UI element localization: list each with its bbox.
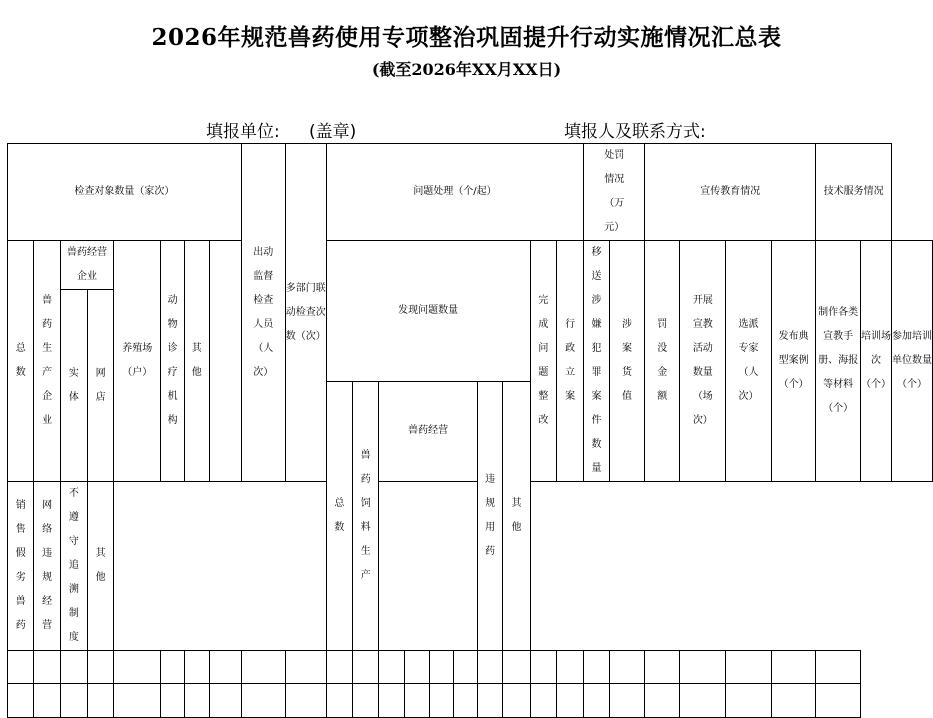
- empty-cell[interactable]: [161, 651, 185, 684]
- seal-label: (盖章): [309, 122, 357, 142]
- empty-cell[interactable]: [379, 684, 404, 718]
- empty-cell[interactable]: [530, 651, 556, 684]
- joint-inspection-header: 多部门联动检查次数（次）: [285, 144, 326, 482]
- empty-cell[interactable]: [771, 684, 815, 718]
- table-row: [8, 684, 933, 718]
- empty-cell[interactable]: [645, 684, 680, 718]
- empty-cell[interactable]: [454, 651, 477, 684]
- empty-cell[interactable]: [209, 684, 241, 718]
- no-traceability-header: 不遵守追溯制度: [60, 482, 87, 651]
- total-header: 总数: [8, 241, 34, 482]
- empty-cell[interactable]: [503, 684, 530, 718]
- empty-cell[interactable]: [184, 651, 209, 684]
- farm-header: 养殖场（户）: [114, 241, 161, 482]
- sell-fake-header: 销售假劣兽药: [8, 482, 34, 651]
- experts-header: 选派专家（人次）: [726, 241, 772, 482]
- empty-cell[interactable]: [726, 651, 772, 684]
- empty-cell[interactable]: [454, 684, 477, 718]
- vet-drug-producer-header: 兽药生产企业: [34, 241, 60, 482]
- tech-group-header: 技术服务情况: [816, 144, 892, 241]
- empty-cell[interactable]: [503, 651, 530, 684]
- trainees-header: 参加培训单位数量（个）: [892, 241, 933, 482]
- problem-other-header: 其他: [503, 381, 530, 651]
- empty-cell[interactable]: [60, 651, 87, 684]
- empty-cell[interactable]: [326, 651, 352, 684]
- empty-cell[interactable]: [114, 651, 161, 684]
- empty-cell[interactable]: [477, 684, 502, 718]
- empty-cell[interactable]: [241, 651, 285, 684]
- fine-amount-header: 罚没金额: [645, 241, 680, 482]
- empty-cell[interactable]: [114, 684, 161, 718]
- dealer-sub-header: 兽药经营: [379, 381, 477, 482]
- empty-cell[interactable]: [353, 651, 379, 684]
- empty-cell[interactable]: [816, 684, 861, 718]
- inspection-group-header: 检查对象数量（家次）: [8, 144, 242, 241]
- empty-cell[interactable]: [34, 684, 60, 718]
- empty-cell[interactable]: [816, 651, 861, 684]
- empty-cell[interactable]: [530, 684, 556, 718]
- inspector-count-header: 出动监督检查人员（人次）: [241, 144, 285, 482]
- online-store-header: 网店: [87, 290, 113, 482]
- online-illegal-header: 网络违规经营: [34, 482, 60, 651]
- empty-cell[interactable]: [557, 651, 584, 684]
- empty-cell[interactable]: [609, 684, 644, 718]
- empty-cell[interactable]: [680, 651, 726, 684]
- publicity-group-header: 宣传教育情况: [645, 144, 816, 241]
- reporter-label: 填报人及联系方式:: [564, 122, 706, 142]
- empty-cell[interactable]: [285, 651, 326, 684]
- illegal-use-header: 违规用药: [477, 381, 502, 651]
- feed-production-header: 兽药饲料生产: [353, 381, 379, 651]
- empty-cell[interactable]: [404, 651, 429, 684]
- training-header: 培训场次（个）: [861, 241, 892, 482]
- rectified-header: 完成问题整改: [530, 241, 556, 482]
- animal-clinic-header: 动物诊疗机构: [161, 241, 185, 482]
- summary-table: [7, 143, 933, 718]
- physical-store-header: 实体: [60, 290, 87, 482]
- page-title: 2026年规范兽药使用专项整治巩固提升行动实施情况汇总表: [151, 24, 782, 51]
- table-row: [8, 651, 933, 684]
- empty-cell[interactable]: [609, 651, 644, 684]
- empty-cell[interactable]: [184, 684, 209, 718]
- empty-cell[interactable]: [404, 684, 429, 718]
- spacer-cell: [209, 241, 241, 482]
- empty-cell[interactable]: [34, 651, 60, 684]
- empty-cell[interactable]: [584, 684, 610, 718]
- fill-unit-label: 填报单位:: [206, 122, 280, 142]
- penalty-group-header: 处罚情况（万元）: [584, 144, 645, 241]
- empty-cell[interactable]: [285, 684, 326, 718]
- problems-found-header: 发现问题数量: [326, 241, 530, 382]
- page-subtitle: (截至2026年XX月XX日): [371, 60, 562, 79]
- crime-transfer-header: 移送涉嫌犯罪案件数量: [584, 241, 610, 482]
- empty-cell[interactable]: [379, 651, 404, 684]
- empty-cell[interactable]: [60, 684, 87, 718]
- empty-cell[interactable]: [584, 651, 610, 684]
- empty-cell[interactable]: [161, 684, 185, 718]
- empty-cell[interactable]: [353, 684, 379, 718]
- empty-cell[interactable]: [645, 651, 680, 684]
- empty-cell[interactable]: [430, 651, 454, 684]
- problems-total-header: 总数: [326, 381, 352, 651]
- empty-cell[interactable]: [726, 684, 772, 718]
- empty-cell[interactable]: [87, 684, 113, 718]
- admin-case-header: 行政立案: [557, 241, 584, 482]
- materials-header: 制作各类宣教手册、海报等材料（个）: [816, 241, 861, 482]
- empty-cell[interactable]: [326, 684, 352, 718]
- empty-cell[interactable]: [477, 651, 502, 684]
- empty-cell[interactable]: [680, 684, 726, 718]
- typical-cases-header: 发布典型案例（个）: [771, 241, 815, 482]
- vet-drug-dealer-header: 兽药经营企业: [60, 241, 113, 290]
- other-1-header: 其他: [184, 241, 209, 482]
- empty-cell[interactable]: [8, 651, 34, 684]
- empty-cell[interactable]: [771, 651, 815, 684]
- empty-cell[interactable]: [557, 684, 584, 718]
- problem-group-header: 问题处理（个/起）: [326, 144, 584, 241]
- publicity-events-header: 开展宣教活动数量（场次）: [680, 241, 726, 482]
- goods-value-header: 涉案货值: [609, 241, 644, 482]
- empty-cell[interactable]: [241, 684, 285, 718]
- empty-cell[interactable]: [209, 651, 241, 684]
- empty-cell[interactable]: [87, 651, 113, 684]
- empty-cell[interactable]: [430, 684, 454, 718]
- dealer-other-header: 其他: [87, 482, 113, 651]
- empty-cell[interactable]: [8, 684, 34, 718]
